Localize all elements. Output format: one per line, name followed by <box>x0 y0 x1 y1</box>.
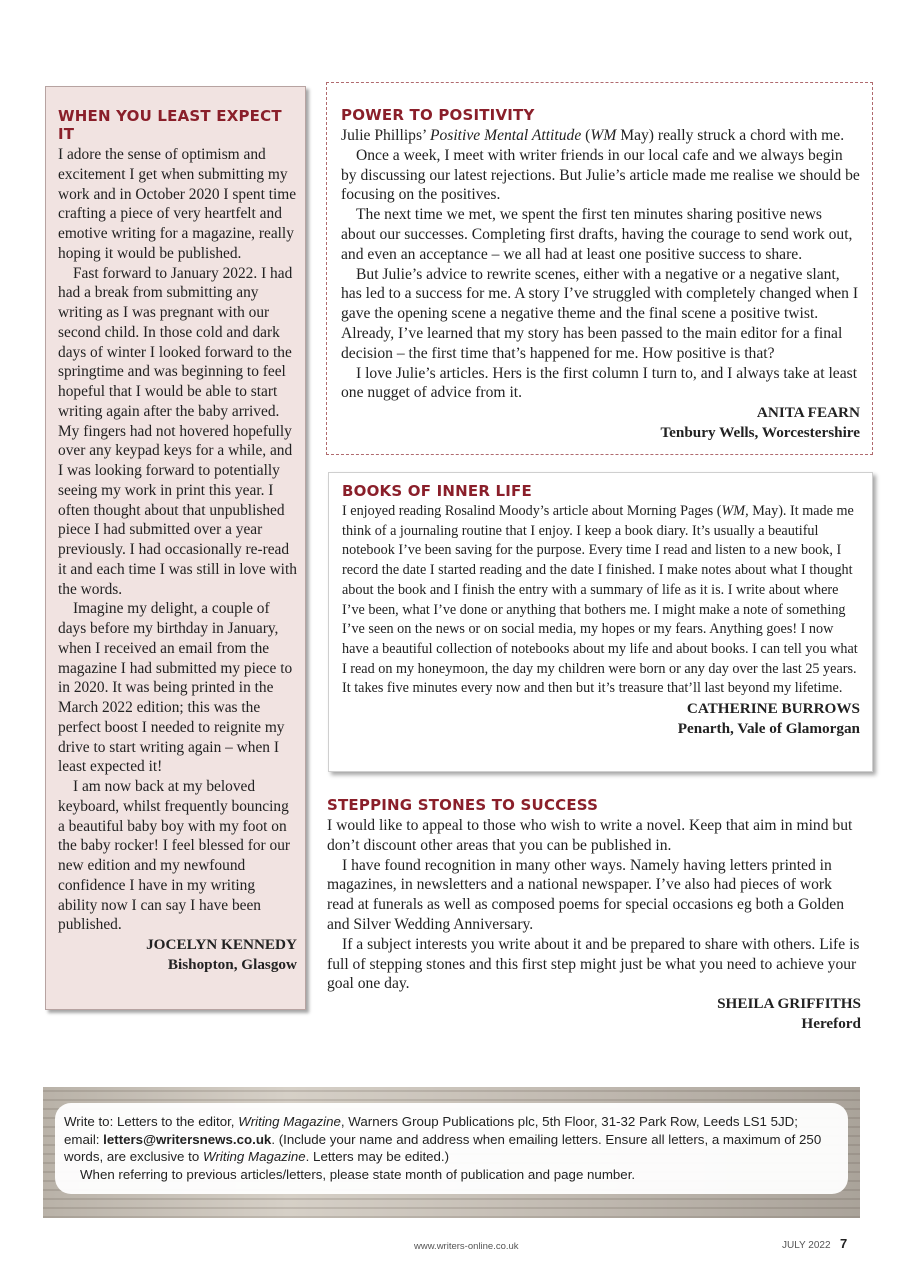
footer-url: www.writers-online.co.uk <box>414 1241 519 1252</box>
write-to-note: When referring to previous articles/letters, please state month of publication and page number. <box>80 1166 636 1182</box>
paragraph: Once a week, I meet with writer friends in our local cafe and we always begin by discussing our latest rejections. But Julie’s article made me realise we should be focusing on the positives. <box>341 146 860 204</box>
write-to-address: Write to: Letters to the editor, Writing Magazine, Warners Group Publications plc, 5th Floor, 31-32 Park Row, Leeds LS1 5JD; email: letters@writersnews.co.uk. (Include your name and address when emailing letters. Ensure all letters, a maximum of 250 words, are exclusive to Writing Magazine. Letters may be edited.) <box>64 1114 822 1165</box>
paragraph: I love Julie’s articles. Hers is the first column I turn to, and I always take at least one nugget of advice from it. <box>341 364 858 402</box>
paragraph: If a subject interests you write about it and be prepared to share with others. Life is full of stepping stones and this first step might just be what you need to achieve your goal one day. <box>327 935 860 993</box>
paragraph: I adore the sense of optimism and excitement I get when submitting my work and in October 2020 I spent time crafting a piece of very heartfelt and emotive writing for a magazine, really hoping it would be published. <box>58 146 297 262</box>
paragraph: I have found recognition in many other ways. Namely having letters printed in magazines, in newsletters and a national newspaper. I’ve also had pieces of work read at funerals as well as composed poems for special occasions eg both a Golden and Silver Wedding Anniversary. <box>327 856 845 933</box>
letter-when-you-least-expect-it <box>45 86 306 1010</box>
letter-stepping-stones-to-success <box>327 796 861 1034</box>
paragraph: Fast forward to January 2022. I had had a break from submitting any writing as I was pregnant with our second child. In those cold and dark days of winter I looked forward to the springtime and was beginning to feel hopeful that I would be able to start writing again after the baby arrived. My fingers had not hovered hopefully over any keypad keys for a while, and I was looking forward to potentially seeing my work in print this year. I often thought about that unpublished piece I had submitted over a year previously. I had occasionally re-read it and each time I was still in love with the words. <box>58 264 297 598</box>
letter-books-of-inner-life <box>328 472 873 772</box>
letter-heading: POWER TO POSITIVITY <box>341 106 535 124</box>
email-link[interactable]: letters@writersnews.co.uk <box>103 1131 272 1147</box>
write-to-banner <box>43 1087 860 1218</box>
letter-heading: STEPPING STONES TO SUCCESS <box>327 796 599 814</box>
letter-location: Hereford <box>801 1015 861 1033</box>
paragraph: Julie Phillips’ Positive Mental Attitude (WM May) really struck a chord with me. <box>341 127 845 144</box>
letter-location: Penarth, Vale of Glamorgan <box>677 720 860 738</box>
letter-author: JOCELYN KENNEDY <box>146 936 297 953</box>
letter-heading: BOOKS OF INNER LIFE <box>342 482 532 500</box>
letter-location: Tenbury Wells, Worcestershire <box>660 424 860 442</box>
letter-heading: WHEN YOU LEAST EXPECT IT <box>58 107 282 143</box>
page-number: 7 <box>840 1236 848 1251</box>
paragraph: I enjoyed reading Rosalind Moody’s article about Morning Pages (WM, May). It made me think of a journaling routine that I enjoy. I keep a book diary. It’s usually a beautiful notebook I’ve been saving for the purpose. Every time I read and listen to a new book, I record the date I started reading and the date I finished. I make notes about what I thought about the book and I finish the entry with a summary of life as it is. I write about where I’ve been, what I’ve done or anything that bothers me. I might make a note of something I’ve seen on the news or on social media, my hopes or my fears. Anything goes! I now have a beautiful collection of notebooks about my life and about books. I can tell you what I read on my honeymoon, the day my children were born or any day over the last 25 years. It takes five minutes every now and then but it’s treasure that’ll last beyond my lifetime. <box>342 503 858 697</box>
letter-body <box>58 145 297 935</box>
paragraph: I would like to appeal to those who wish to write a novel. Keep that aim in mind but don’t discount other areas that you can be published in. <box>327 817 853 854</box>
write-to-card <box>55 1103 848 1194</box>
letter-author: CATHERINE BURROWS <box>686 700 860 718</box>
paragraph: I am now back at my beloved keyboard, whilst frequently bouncing a beautiful baby boy with my foot on the baby rocker! I feel blessed for our new edition and my newfound confidence I have in my writing ability now I can say I have been published. <box>58 778 291 934</box>
letter-power-to-positivity <box>326 82 873 455</box>
letter-location: Bishopton, Glasgow <box>167 956 297 973</box>
letter-body <box>327 816 861 994</box>
paragraph: But Julie’s advice to rewrite scenes, either with a negative or a negative slant, has led to a success for me. A story I’ve struggled with completely changed when I gave the opening scene a negative theme and the final scene a positive twist. Already, I’ve learned that my story has been passed to the main editor for a final decision – the first time that’s happened for me. How positive is that? <box>341 265 859 362</box>
letter-body <box>341 126 860 403</box>
footer-date: JULY 2022 <box>782 1240 831 1251</box>
paragraph: Imagine my delight, a couple of days before my birthday in January, when I received an email from the magazine I had submitted my piece to in 2020. It was being printed in the March 2022 edition; this was the perfect boost I needed to reignite my drive to start writing again – when I least expected it! <box>58 600 293 776</box>
letter-author: ANITA FEARN <box>756 404 860 422</box>
letter-author: SHEILA GRIFFITHS <box>717 995 861 1013</box>
paragraph: The next time we met, we spent the first ten minutes sharing positive news about our successes. Completing first drafts, having the courage to send work out, and even an acceptance – we all had at least one positive success to share. <box>341 206 853 263</box>
letter-body <box>342 502 860 699</box>
